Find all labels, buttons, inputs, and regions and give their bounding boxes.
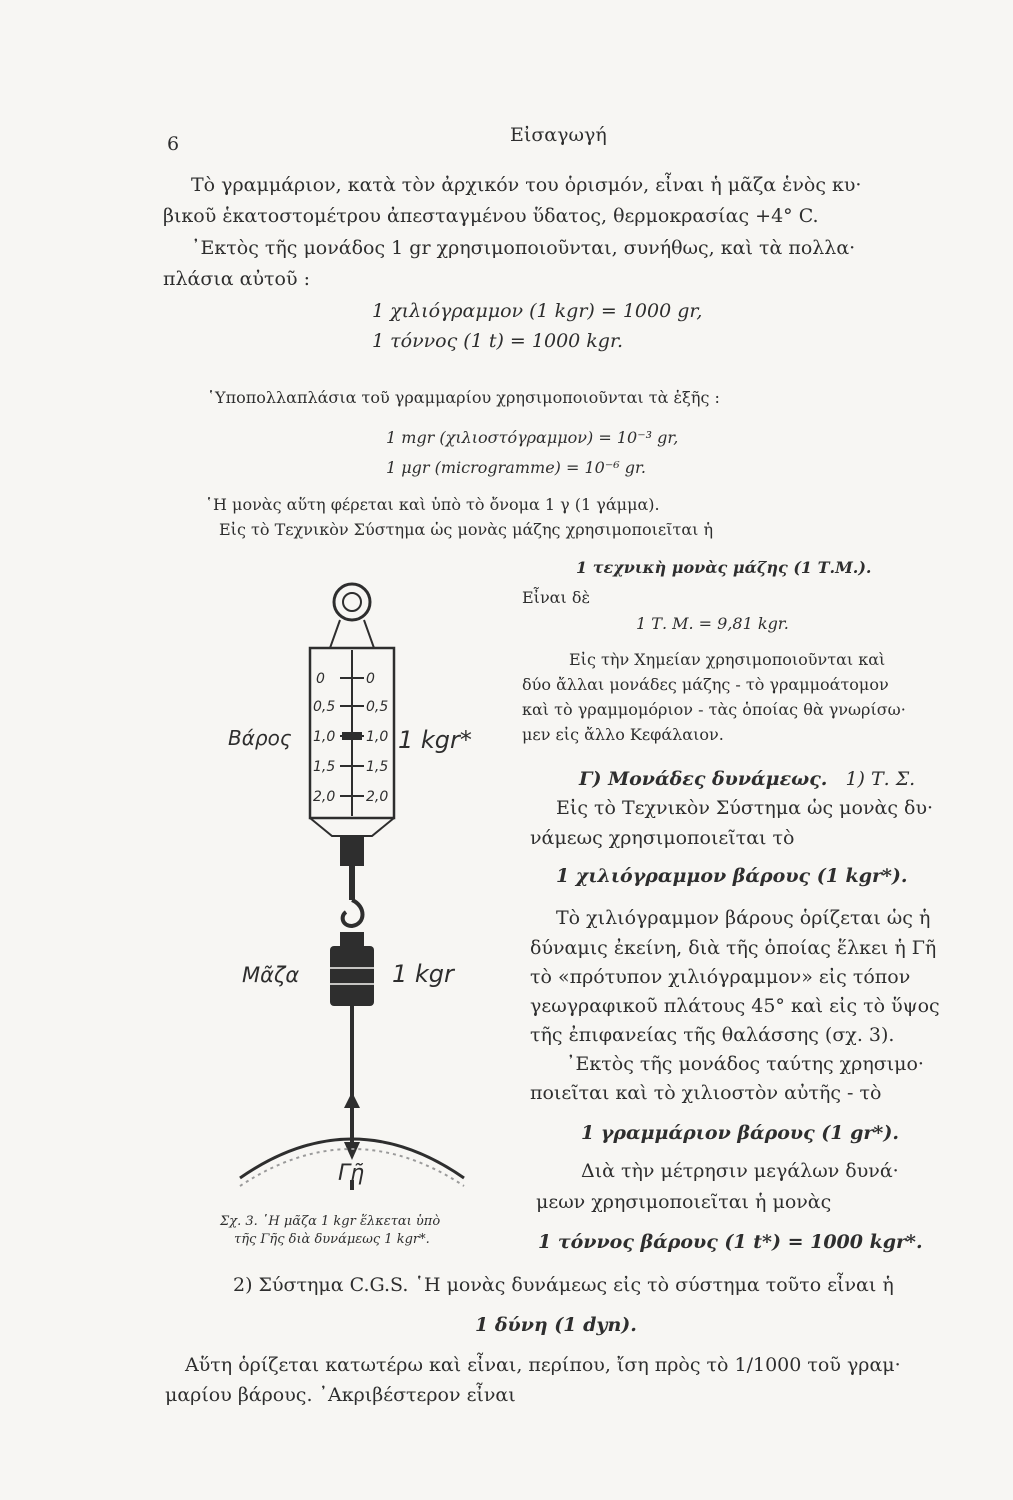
arrowhead-up	[344, 1092, 360, 1108]
mass-block	[330, 946, 374, 1006]
body-text-line: δύναμις ἐκείνη, διὰ τῆς ὁποίας ἕλκει ἡ Γῆ	[530, 937, 937, 959]
tick-label-right: 1,5	[366, 759, 389, 775]
body-text-line: τὸ «πρότυπον χιλιόγραμμον» εἰς τόπον	[530, 966, 911, 988]
equation: 1 τόννος (1 t) = 1000 kgr.	[372, 330, 623, 352]
hook	[343, 900, 363, 926]
section-heading	[579, 768, 915, 790]
body-text-line: Αὕτη ὁρίζεται κατωτέρω καὶ εἶναι, περίπου, ἴση πρὸς τὸ 1/1000 τοῦ γραμ·	[185, 1354, 901, 1376]
equation: 1 mgr (χιλιοστόγραμμον) = 10⁻³ gr,	[386, 428, 679, 447]
label-mass-value: 1 kgr	[392, 960, 454, 988]
body-text-line: Τὸ χιλιόγραμμον βάρους ὁρίζεται ὡς ἡ	[556, 907, 931, 929]
scale-bottom	[310, 818, 394, 836]
tick-label-left: 1,5	[313, 759, 336, 775]
tick-label-right: 2,0	[366, 789, 389, 805]
tick-label-right: 0,5	[366, 699, 389, 715]
body-text-line: ῾Υποπολλαπλάσια τοῦ γραμμαρίου χρησιμοποιοῦνται τὰ ἑξῆς :	[207, 388, 720, 407]
label-weight: Βάρος	[228, 726, 292, 750]
body-text-line: Εἰς τὸ Τεχνικὸν Σύστημα ὡς μονὰς δυ·	[556, 797, 934, 819]
body-text-line: μεν εἰς ἄλλο Κεφάλαιον.	[522, 725, 724, 744]
body-text-line: Εἰς τὸ Τεχνικὸν Σύστημα ὡς μονὰς μάζης χρησιμοποιεῖται ἡ	[219, 520, 714, 539]
section-heading-sub: 1) Τ. Σ.	[845, 768, 916, 790]
mass-handle	[340, 932, 364, 946]
scale-neck	[330, 620, 374, 648]
figure-spring-balance	[200, 580, 500, 1200]
tick-label-left: 0,5	[313, 699, 336, 715]
page-number: 6	[167, 133, 180, 155]
definition-tf: 1 τόννος βάρους (1 t*) = 1000 kgr*.	[538, 1231, 923, 1253]
definition-kgf: 1 χιλιόγραμμον βάρους (1 kgr*).	[556, 865, 908, 887]
body-text-line: μαρίου βάρους. ᾿Ακριβέστερον εἶναι	[165, 1384, 516, 1406]
label-earth: Γῆ	[338, 1161, 365, 1186]
scale-rod-block	[340, 836, 364, 866]
tick-label-right: 1,0	[366, 729, 389, 745]
body-text-line: Εἶναι δὲ	[522, 588, 591, 607]
definition-gf: 1 γραμμάριον βάρους (1 gr*).	[581, 1122, 899, 1144]
section-heading-title: Γ) Μονάδες δυνάμεως.	[579, 768, 828, 790]
tick-label-right: 0	[366, 671, 375, 687]
running-title: Εἰσαγωγή	[510, 124, 607, 146]
body-text-line: Τὸ γραμμάριον, κατὰ τὸν ἀρχικόν του ὁρισμόν, εἶναι ἡ μᾶζα ἑνὸς κυ·	[191, 174, 862, 196]
definition-tm: 1 τεχνικὴ μονὰς μάζης (1 Τ.Μ.).	[576, 558, 872, 577]
body-text-line: ᾿Εκτὸς τῆς μονάδος ταύτης χρησιμο·	[566, 1053, 924, 1075]
body-text-line: μεων χρησιμοποιεῖται ἡ μονὰς	[536, 1191, 832, 1213]
body-text-line: Διὰ τὴν μέτρησιν μεγάλων δυνά·	[581, 1160, 899, 1182]
body-text-line: τῆς ἐπιφανείας τῆς θαλάσσης (σχ. 3).	[530, 1024, 895, 1046]
body-text-line: νάμεως χρησιμοποιεῖται τὸ	[530, 827, 795, 849]
equation: 1 Τ. Μ. = 9,81 kgr.	[636, 614, 789, 633]
label-mass: Μᾶζα	[242, 963, 300, 987]
body-text-line: γεωγραφικοῦ πλάτους 45° καὶ εἰς τὸ ὕψος	[530, 995, 940, 1017]
equation: 1 μgr (microgramme) = 10⁻⁶ gr.	[386, 458, 646, 477]
tick-label-left: 2,0	[313, 789, 336, 805]
body-text-line: 2) Σύστημα C.G.S. ῾Η μονὰς δυνάμεως εἰς τὸ σύστημα τοῦτο εἶναι ἡ	[233, 1274, 894, 1296]
tick-label-left: 1,0	[313, 729, 336, 745]
figure-caption-line: τῆς Γῆς διὰ δυνάμεως 1 kgr*.	[234, 1232, 430, 1247]
body-text-line: ῾Η μονὰς αὕτη φέρεται καὶ ὑπὸ τὸ ὄνομα 1 γ (1 γάμμα).	[205, 495, 660, 514]
label-weight-value: 1 kgr*	[398, 726, 472, 754]
ring	[334, 584, 370, 620]
body-text-line: βικοῦ ἑκατοστομέτρου ἀπεσταγμένου ὕδατος, θερμοκρασίας +4° C.	[163, 205, 819, 227]
body-text-line: ποιεῖται καὶ τὸ χιλιοστὸν αὐτῆς - τὸ	[530, 1082, 882, 1104]
body-text-line: καὶ τὸ γραμμομόριον - τὰς ὁποίας θὰ γνωρίσω·	[522, 700, 906, 719]
tick-label-left: 0	[316, 671, 325, 687]
body-text-line: πλάσια αὐτοῦ :	[163, 268, 310, 290]
arrowhead-down	[344, 1142, 360, 1160]
ring-inner	[343, 593, 361, 611]
definition-dyn: 1 δύνη (1 dyn).	[475, 1314, 637, 1336]
figure-caption-line: Σχ. 3. ῾Η μᾶζα 1 kgr ἕλκεται ὑπὸ	[220, 1214, 441, 1229]
body-text-line: δύο ἄλλαι μονάδες μάζης - τὸ γραμμοάτομον	[522, 675, 889, 694]
body-text-line: Εἰς τὴν Χημείαν χρησιμοποιοῦνται καὶ	[569, 650, 886, 669]
equation: 1 χιλιόγραμμον (1 kgr) = 1000 gr,	[372, 300, 703, 322]
body-text-line: ᾿Εκτὸς τῆς μονάδος 1 gr χρησιμοποιοῦνται, συνήθως, καὶ τὰ πολλα·	[191, 237, 856, 259]
